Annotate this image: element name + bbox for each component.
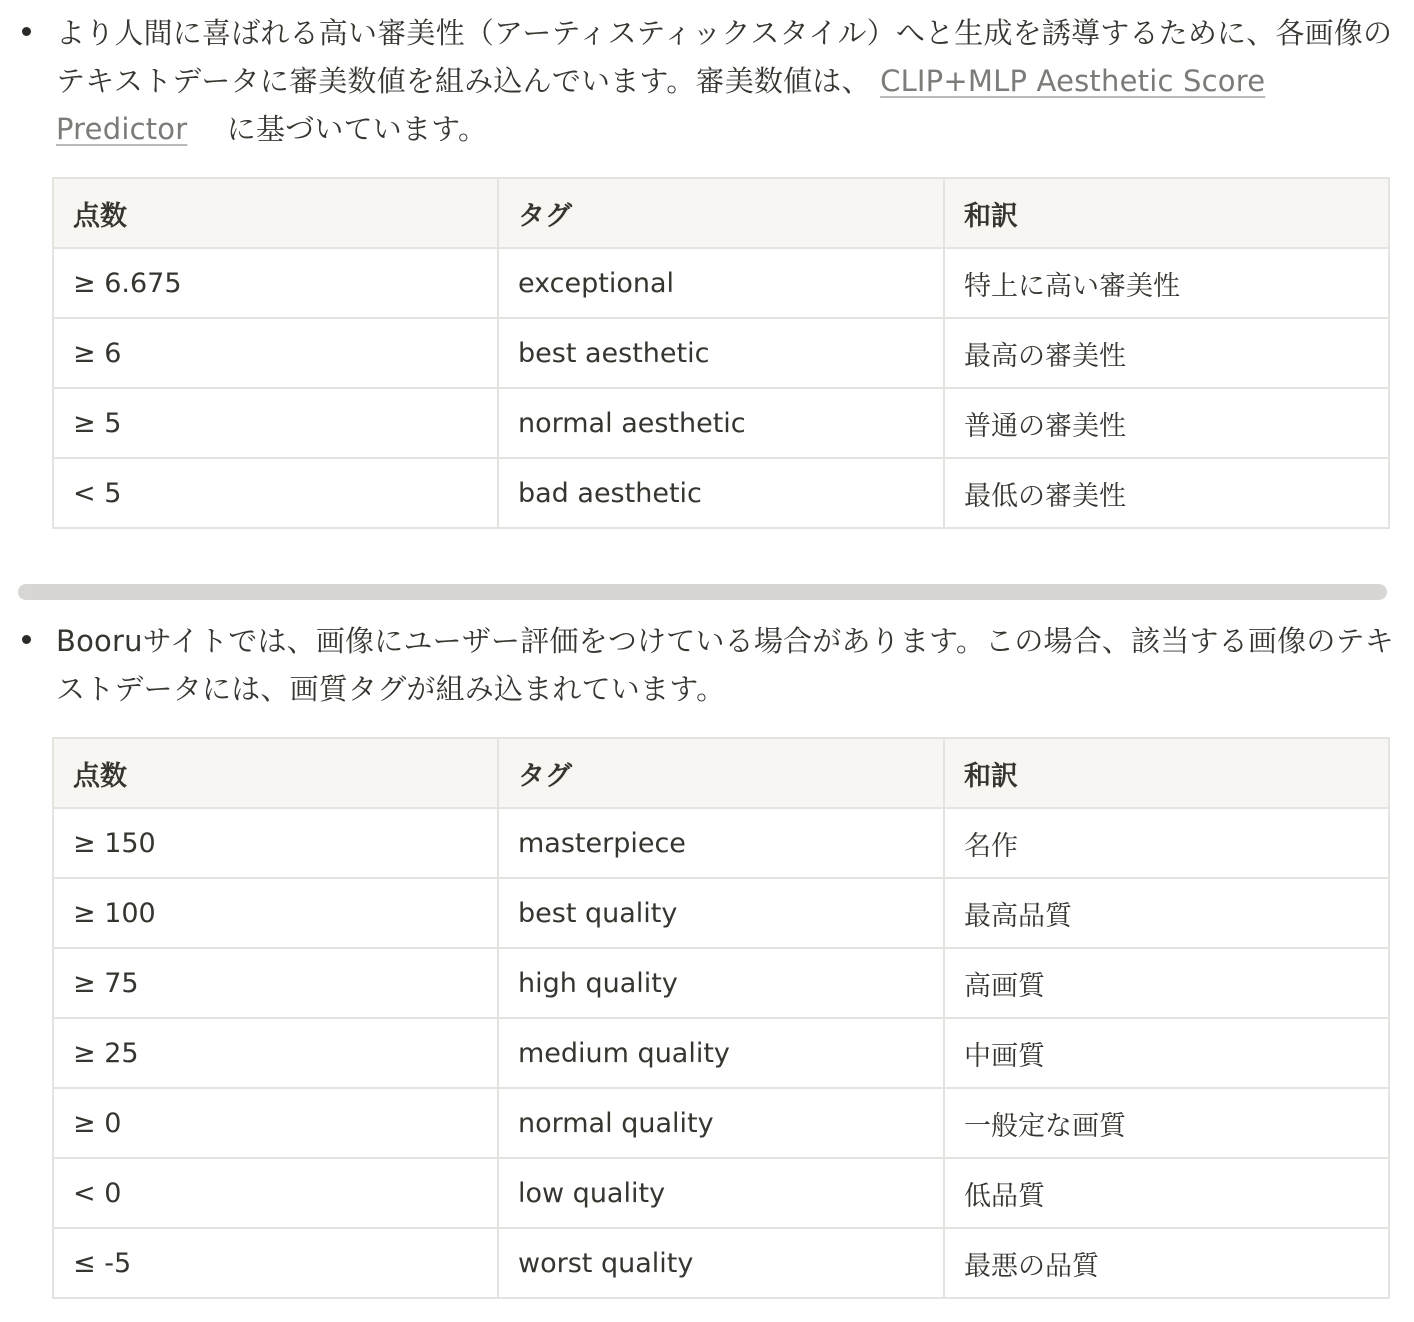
header-tag: タグ [498,178,944,248]
translation-cell: 中画質 [944,1018,1389,1088]
table-row [53,878,1389,948]
header-translation: 和訳 [944,178,1389,248]
translation-cell: 高画質 [944,948,1389,1018]
table-row [53,248,1389,318]
translation-cell: 一般定な画質 [944,1088,1389,1158]
score-cell: ≥ 6.675 [53,248,498,318]
translation-cell: 最高の審美性 [944,318,1389,388]
bullet-point [22,27,31,36]
table-row [53,1018,1389,1088]
table-header-row [53,178,1389,248]
score-cell: ≥ 0 [53,1088,498,1158]
table-row [53,388,1389,458]
quality-tag-table [52,737,1390,1299]
tag-cell: high quality [498,948,944,1018]
translation-cell: 最悪の品質 [944,1228,1389,1298]
table-row [53,1088,1389,1158]
score-cell: < 5 [53,458,498,528]
score-cell: ≥ 150 [53,808,498,878]
translation-cell: 名作 [944,808,1389,878]
table-row [53,1158,1389,1228]
tag-cell: exceptional [498,248,944,318]
table-header-row [53,738,1389,808]
translation-cell: 特上に高い審美性 [944,248,1389,318]
tag-cell: medium quality [498,1018,944,1088]
header-score: 点数 [53,178,498,248]
score-cell: ≥ 5 [53,388,498,458]
header-translation: 和訳 [944,738,1389,808]
tag-cell: worst quality [498,1228,944,1298]
tag-cell: best aesthetic [498,318,944,388]
translation-cell: 普通の審美性 [944,388,1389,458]
header-score: 点数 [53,738,498,808]
section-divider [18,584,1387,600]
translation-cell: 最高品質 [944,878,1389,948]
tag-cell: low quality [498,1158,944,1228]
aesthetic-paragraph-suffix: に基づいています。 [226,112,488,146]
score-cell: < 0 [53,1158,498,1228]
table-row [53,1228,1389,1298]
tag-cell: bad aesthetic [498,458,944,528]
score-cell: ≤ -5 [53,1228,498,1298]
tag-cell: best quality [498,878,944,948]
table-row [53,458,1389,528]
aesthetic-paragraph-text: より人間に喜ばれる高い審美性（アーティスティックスタイル）へと生成を誘導するために、各画像のテキストデータに審美数値を組み込んでいます。審美数値は、 [56,16,1393,98]
tag-cell: normal aesthetic [498,388,944,458]
clip-mlp-predictor-link[interactable]: CLIP+MLP Aesthetic Score Predictor [56,64,1266,146]
table-row [53,318,1389,388]
header-tag: タグ [498,738,944,808]
tag-cell: masterpiece [498,808,944,878]
aesthetic-paragraph [56,9,1396,153]
table-row [53,808,1389,878]
booru-quality-paragraph: Booruサイトでは、画像にユーザー評価をつけている場合があります。この場合、該当する画像のテキストデータには、画質タグが組み込まれています。 [56,624,1394,706]
score-cell: ≥ 75 [53,948,498,1018]
translation-cell: 低品質 [944,1158,1389,1228]
translation-cell: 最低の審美性 [944,458,1389,528]
table-row [53,948,1389,1018]
bullet-point [22,635,31,644]
score-cell: ≥ 6 [53,318,498,388]
score-cell: ≥ 100 [53,878,498,948]
tag-cell: normal quality [498,1088,944,1158]
aesthetic-score-table [52,177,1390,529]
score-cell: ≥ 25 [53,1018,498,1088]
